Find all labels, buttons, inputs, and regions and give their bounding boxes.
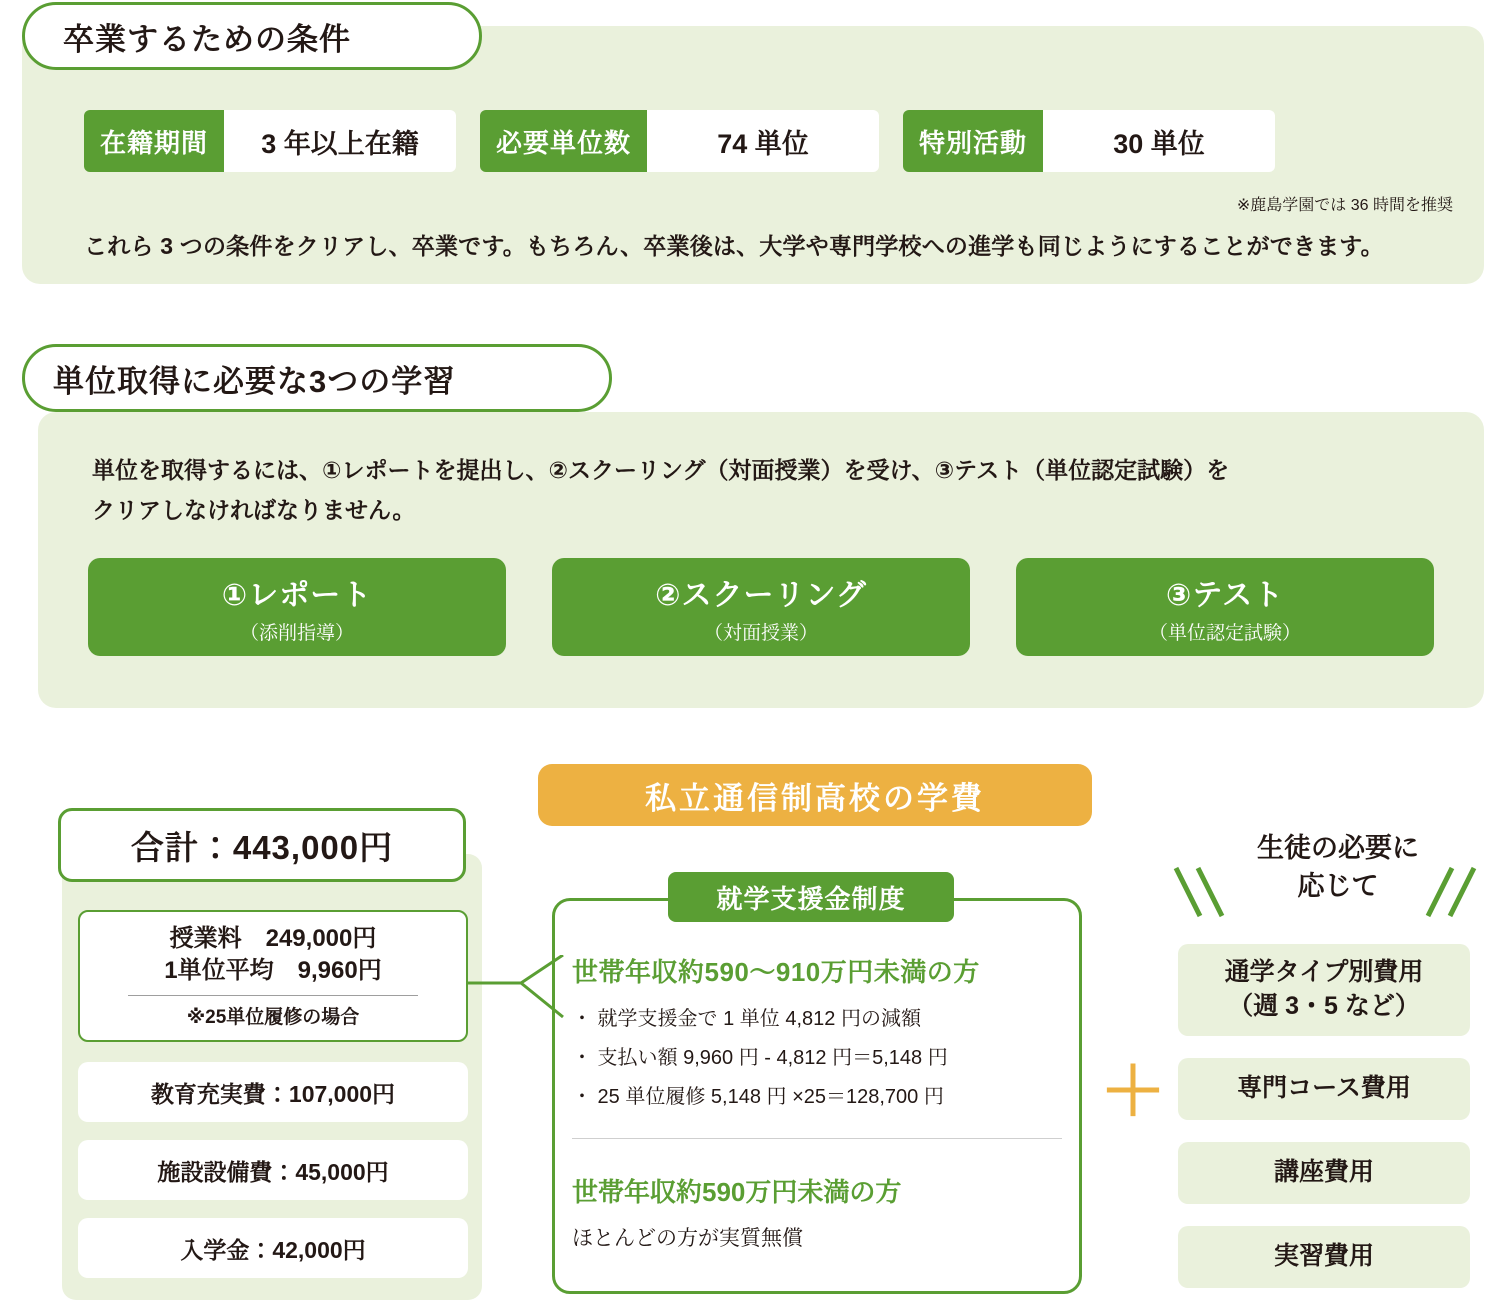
graduation-lead-text: これら 3 つの条件をクリアし、卒業です。もちろん、卒業後は、大学や専門学校への進学も同じようにすることができます。 [84, 233, 1384, 259]
three-studies-lead-line1: 単位を取得するには、①レポートを提出し、②スクーリング（対面授業）を受け、③テスト（単位認定試験）を [92, 457, 1230, 483]
condition-key: 特別活動 [903, 110, 1043, 172]
support-heading-2: 世帯年収約590万円未満の方 [572, 1177, 902, 1207]
support-divider [572, 1138, 1062, 1139]
fee-item-facility: 施設設備費：45,000円 [78, 1140, 468, 1200]
optional-costs-heading [1218, 830, 1458, 906]
condition-special-activities [903, 110, 1275, 172]
tuition-detail-note: ※25単位履修の場合 [186, 1007, 360, 1029]
fee-item-admission: 入学金：42,000円 [78, 1218, 468, 1278]
three-studies-lead [92, 450, 1432, 531]
optional-cost-line1: 実習費用 [1273, 1242, 1374, 1271]
connector-line [455, 955, 565, 1035]
support-bullet-list [572, 1000, 948, 1117]
optional-cost-special-course [1178, 1058, 1470, 1120]
optional-costs-heading-line1: 生徒の必要に [1257, 833, 1419, 863]
study-card-report [88, 558, 506, 656]
optional-costs-heading-line2: 応じて [1297, 870, 1379, 901]
condition-value: 3 年以上在籍 [224, 110, 456, 172]
section-title-three-studies [22, 344, 612, 412]
optional-cost-lecture [1178, 1142, 1470, 1204]
divider [128, 995, 418, 996]
study-card-subtitle: （添削指導） [239, 622, 354, 644]
study-card-subtitle: （対面授業） [703, 622, 818, 644]
optional-cost-line1: 専門コース費用 [1237, 1074, 1411, 1103]
tuition-detail-box [78, 910, 468, 1042]
conditions-footnote: ※鹿島学園では 36 時間を推奨 [1236, 197, 1453, 214]
studies-row [88, 558, 1434, 656]
optional-cost-line1: 講座費用 [1273, 1158, 1374, 1187]
condition-value: 74 単位 [647, 110, 879, 172]
support-subtext: ほとんどの方が実質無償 [572, 1227, 803, 1250]
plus-icon: ＋ [1100, 1054, 1166, 1128]
condition-required-credits [480, 110, 879, 172]
slash-decoration-right-icon [1424, 864, 1480, 924]
study-card-title: ③テスト [1165, 578, 1285, 612]
optional-cost-line2: （週 3・5 など） [1228, 992, 1420, 1020]
support-bullet: ・ 支払い額 9,960 円 - 4,812 円＝5,148 円 [572, 1047, 948, 1069]
tuition-line-1: 授業料 249,000円 [169, 924, 377, 952]
support-bullet: ・ 25 単位履修 5,148 円 ×25＝128,700 円 [572, 1086, 944, 1108]
support-bullet: ・ 就学支援金で 1 単位 4,812 円の減額 [572, 1008, 921, 1030]
optional-cost-commute-type [1178, 944, 1470, 1036]
study-card-title: ②スクーリング [655, 578, 867, 612]
fee-item-education: 教育充実費：107,000円 [78, 1062, 468, 1122]
section-title-three-studies-label: 単位取得に必要な3つの学習 [53, 363, 456, 399]
tuition-line-2: 1単位平均 9,960円 [164, 957, 382, 984]
section-title-graduation [22, 2, 482, 70]
optional-cost-line1: 通学タイプ別費用 [1224, 958, 1424, 987]
three-studies-lead-line2: クリアしなければなりません。 [92, 497, 416, 524]
optional-cost-practical-training [1178, 1226, 1470, 1288]
study-card-test [1016, 558, 1434, 656]
condition-key: 在籍期間 [84, 110, 224, 172]
condition-value: 30 単位 [1043, 110, 1275, 172]
slash-decoration-left-icon [1170, 864, 1226, 924]
section-title-graduation-label: 卒業するための条件 [63, 21, 351, 57]
study-card-title: ①レポート [221, 578, 373, 612]
condition-enrollment-period [84, 110, 456, 172]
study-card-schooling [552, 558, 970, 656]
conditions-row [84, 110, 1275, 172]
tuition-banner: 私立通信制高校の学費 [538, 764, 1092, 826]
support-system-badge: 就学支援金制度 [668, 872, 954, 922]
tuition-total-pill: 合計：443,000円 [58, 808, 466, 882]
condition-key: 必要単位数 [480, 110, 647, 172]
support-heading-1: 世帯年収約590～910万円未満の方 [572, 957, 980, 987]
study-card-subtitle: （単位認定試験） [1148, 622, 1301, 644]
